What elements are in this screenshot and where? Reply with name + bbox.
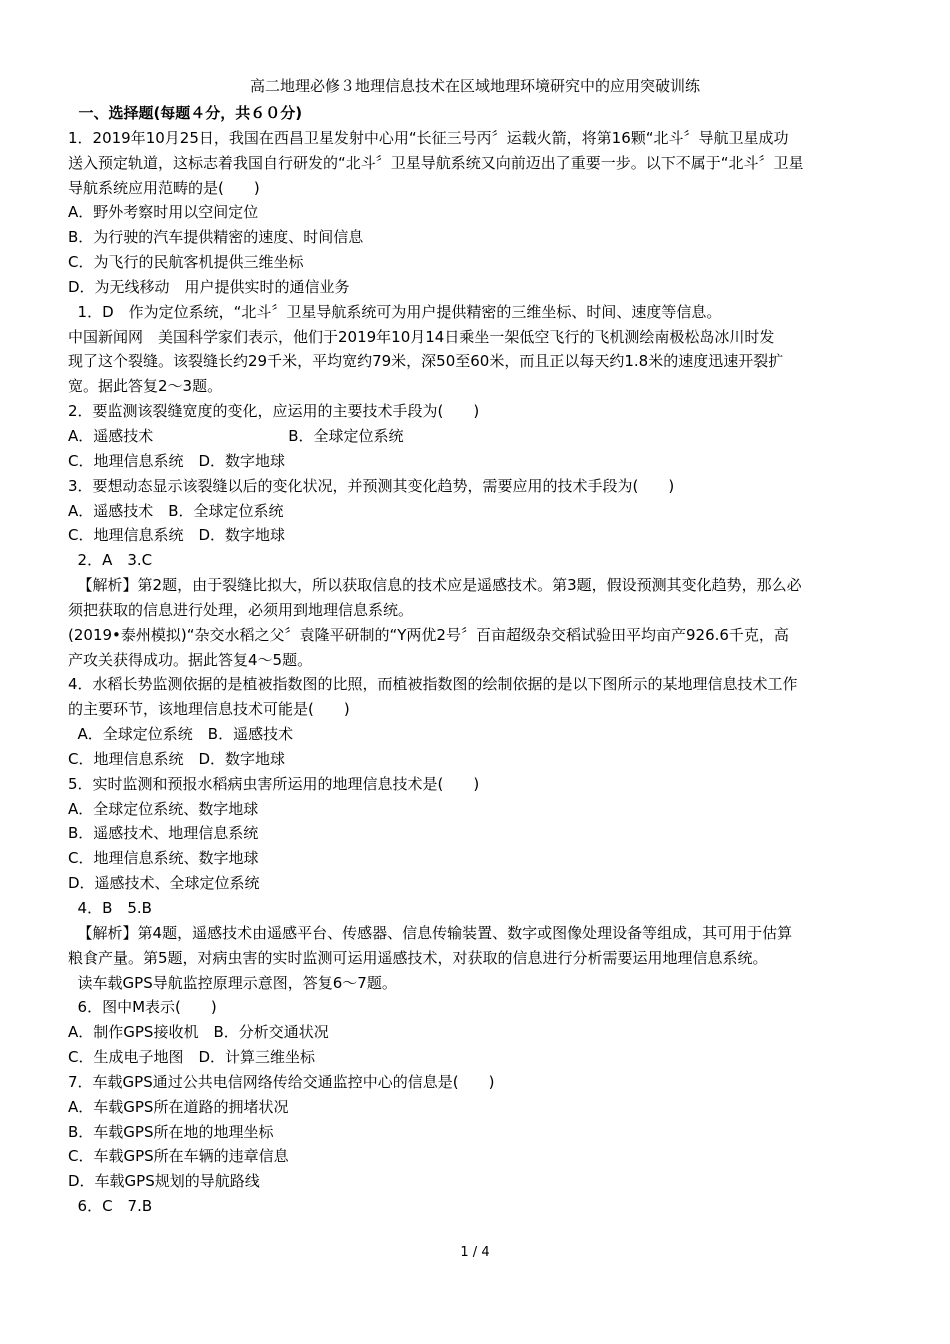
text-line: 1．2019年10月25日，我国在西昌卫星发射中心用“长征三号丙〞运载火箭，将第16颗“北斗〞导航卫星成功 xyxy=(68,128,789,147)
text-line: 产攻关获得成功。据此答复4～5题。 xyxy=(68,650,313,669)
text-line: 的主要环节，该地理信息技术可能是( ) xyxy=(68,700,350,719)
text-line: C．生成电子地图 D．计算三维坐标 xyxy=(68,1048,316,1067)
text-line: A．制作GPS接收机 B．分析交通状况 xyxy=(68,1023,329,1042)
text-line: 6．C 7.B xyxy=(68,1197,153,1216)
text-line: C．为飞行的民航客机提供三维坐标 xyxy=(68,253,304,272)
text-line: 宽。据此答复2～3题。 xyxy=(68,377,223,396)
text-line: 6．图中M表示( ) xyxy=(68,998,217,1017)
text-line: 读车载GPS导航监控原理示意图，答复6～7题。 xyxy=(68,973,397,992)
text-line: 7．车载GPS通过公共电信网络传给交通监控中心的信息是( ) xyxy=(68,1072,495,1091)
text-line: 2．要监测该裂缝宽度的变化，应运用的主要技术手段为( ) xyxy=(68,402,480,421)
text-line: A．野外考察时用以空间定位 xyxy=(68,203,259,222)
text-line: 导航系统应用范畴的是( ) xyxy=(68,178,260,197)
text-line: A．全球定位系统、数字地球 xyxy=(68,799,259,818)
text-line: A．遥感技术 B．全球定位系统 xyxy=(68,501,284,520)
text-line: 4．B 5.B xyxy=(68,899,152,917)
text-line: C．地理信息系统 D．数字地球 xyxy=(68,451,286,470)
document-title: 高二地理必修３地理信息技术在区域地理环境研究中的应用突破训练 xyxy=(249,77,700,95)
text-line: (2019•泰州模拟)“杂交水稻之父〞袁隆平研制的“Y两优2号〞百亩超级杂交稻试验田平均亩产926.6千克，高 xyxy=(68,625,789,644)
text-line: B．遥感技术、地理信息系统 xyxy=(68,824,259,843)
text-line: B．为行驶的汽车提供精密的速度、时间信息 xyxy=(68,228,364,247)
text-line: 【解析】第4题，遥感技术由遥感平台、传感器、信息传输装置、数字或图像处理设备等组成，其可用于估算 xyxy=(68,923,793,942)
text-line: C．地理信息系统 D．数字地球 xyxy=(68,526,286,545)
text-line: B．车载GPS所在地的地理坐标 xyxy=(68,1122,274,1141)
text-line: C．车载GPS所在车辆的违章信息 xyxy=(68,1147,289,1166)
text-line: D．车载GPS规划的导航路线 xyxy=(68,1172,260,1191)
text-line: 送入预定轨道，这标志着我国自行研发的“北斗〞卫星导航系统又向前迈出了重要一步。以下不属于“北斗〞卫星 xyxy=(68,153,804,172)
text-line: 【解析】第2题，由于裂缝比拟大，所以获取信息的技术应是遥感技术。第3题，假设预测其变化趋势，那么必 xyxy=(68,576,802,595)
text-line: 3．要想动态显示该裂缝以后的变化状况，并预测其变化趋势，需要应用的技术手段为( ) xyxy=(68,476,675,495)
text-line: 粮食产量。第5题，对病虫害的实时监测可运用遥感技术，对获取的信息进行分析需要运用地理信息系统。 xyxy=(68,948,768,967)
text-line: 2．A 3.C xyxy=(68,551,153,570)
text-line: 4．水稻长势监测依据的是植被指数图的比照，而植被指数图的绘制依据的是以下图所示的某地理信息技术工作 xyxy=(68,675,798,694)
document-body xyxy=(68,101,888,1219)
text-line: A．遥感技术 B．全球定位系统 xyxy=(68,426,404,445)
text-line: 1．D 作为定位系统，“北斗〞卫星导航系统可为用户提供精密的三维坐标、时间、速度等信息。 xyxy=(68,302,722,321)
text-line: C．地理信息系统 D．数字地球 xyxy=(68,749,286,768)
text-line: D．为无线移动 用户提供实时的通信业务 xyxy=(68,277,350,296)
text-line: A．全球定位系统 B．遥感技术 xyxy=(68,725,294,744)
text-line: 现了这个裂缝。该裂缝长约29千米，平均宽约79米，深50至60米，而且正以每天约1.8米的速度迅速开裂扩 xyxy=(68,352,784,371)
text-line: 须把获取的信息进行处理，必须用到地理信息系统。 xyxy=(68,600,414,619)
text-line: 中国新闻网 美国科学家们表示，他们于2019年10月14日乘坐一架低空飞行的飞机测绘南极松岛冰川时发 xyxy=(68,327,775,346)
text-line: 5．实时监测和预报水稻病虫害所运用的地理信息技术是( ) xyxy=(68,774,480,793)
text-line: D．遥感技术、全球定位系统 xyxy=(68,874,260,893)
text-line: A．车载GPS所在道路的拥堵状况 xyxy=(68,1097,289,1116)
page-number: 1 / 4 xyxy=(460,1245,490,1260)
text-line: C．地理信息系统、数字地球 xyxy=(68,849,259,868)
section-heading: 一、选择题(每题４分，共６０分) xyxy=(68,104,303,122)
